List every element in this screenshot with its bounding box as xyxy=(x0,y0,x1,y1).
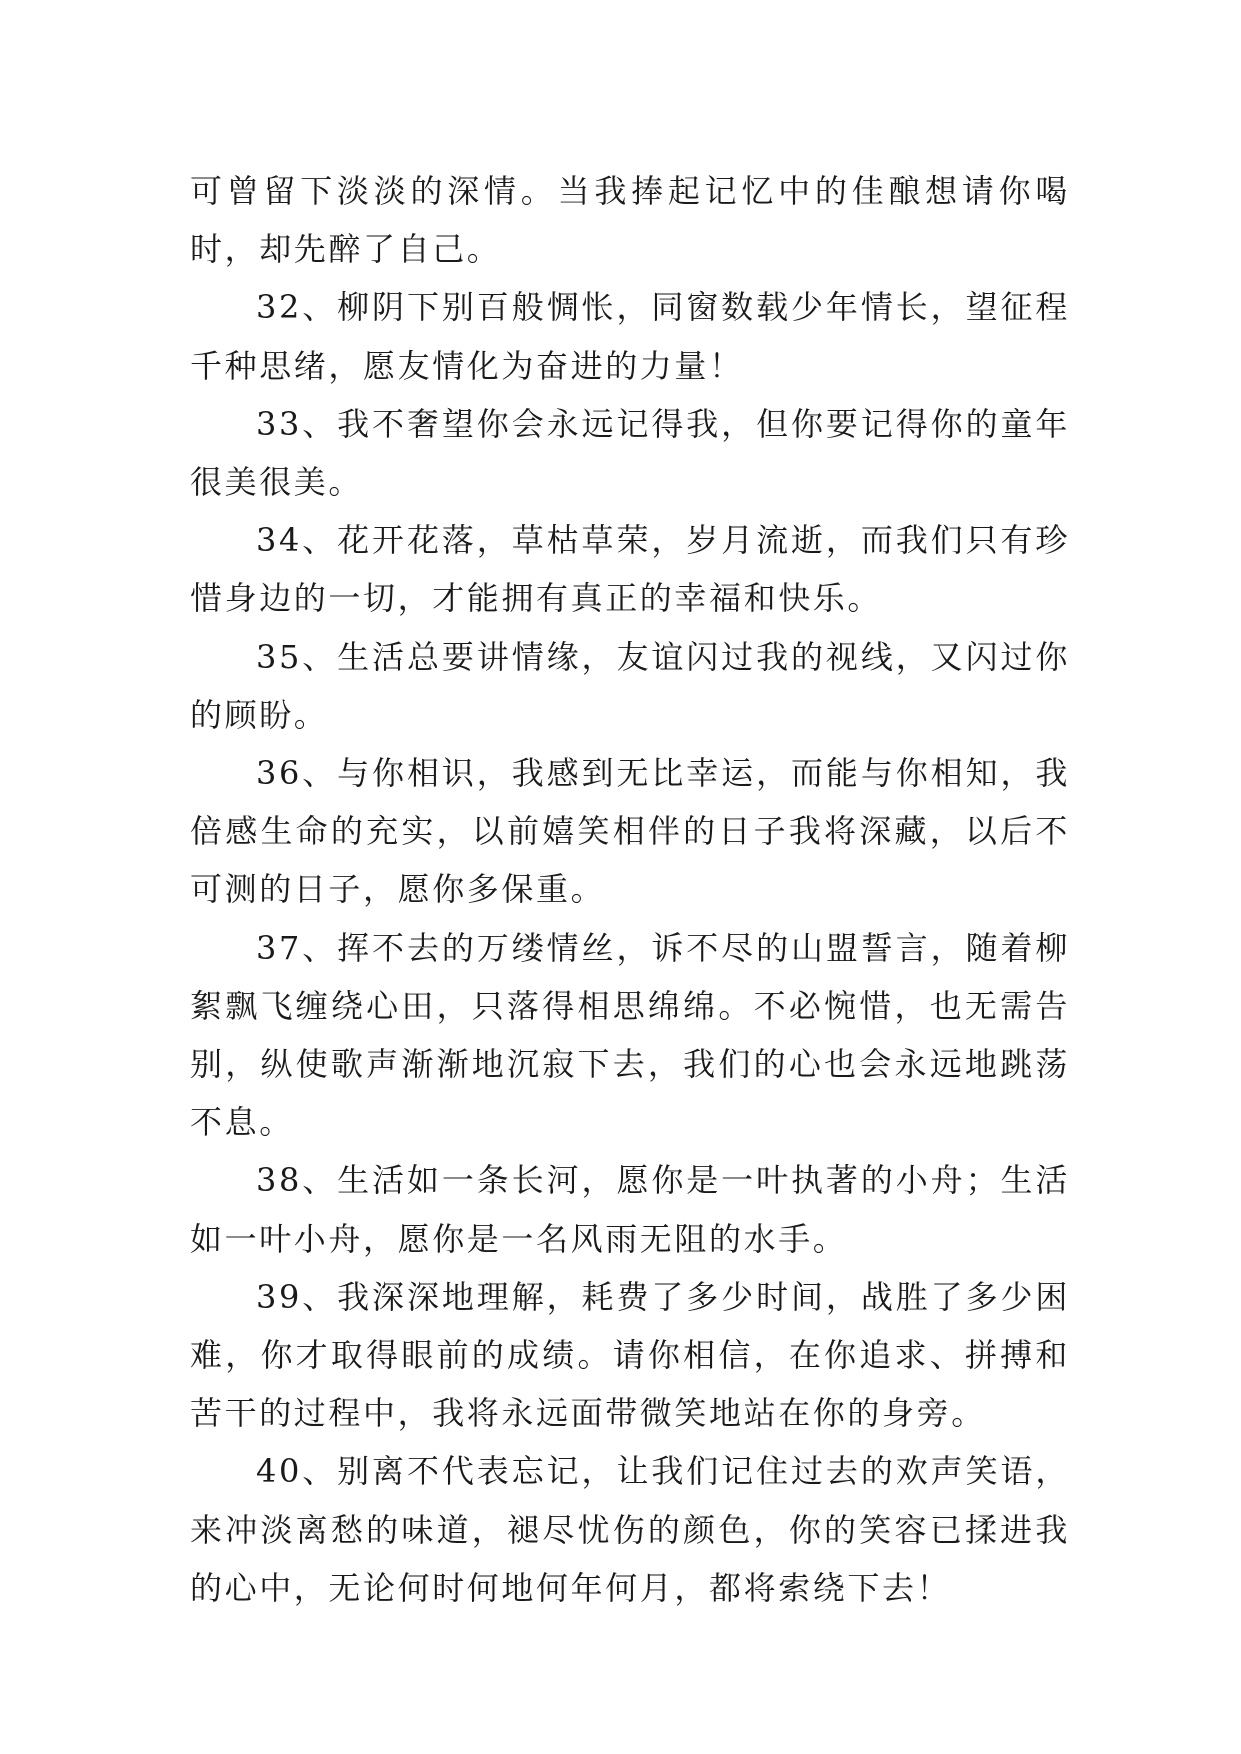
document-body xyxy=(190,162,1070,1617)
paragraph-39: 39、我深深地理解，耗费了多少时间，战胜了多少困难，你才取得眼前的成绩。请你相信，在你追求、拼搏和苦干的过程中，我将永远面带微笑地站在你的身旁。 xyxy=(190,1277,1070,1433)
paragraph-36: 36、与你相识，我感到无比幸运，而能与你相知，我倍感生命的充实，以前嬉笑相伴的日子我将深藏，以后不可测的日子，愿你多保重。 xyxy=(190,754,1070,909)
paragraph-34: 34、花开花落，草枯草荣，岁月流逝，而我们只有珍惜身边的一切，才能拥有真正的幸福和快乐。 xyxy=(190,521,1070,618)
paragraph-38: 38、生活如一条长河，愿你是一叶执著的小舟；生活如一叶小舟，愿你是一名风雨无阻的水手。 xyxy=(190,1161,1070,1258)
paragraph-32: 32、柳阴下别百般惆怅，同窗数载少年情长，望征程千种思绪，愿友情化为奋进的力量！ xyxy=(190,288,1070,385)
paragraph-40: 40、别离不代表忘记，让我们记住过去的欢声笑语，来冲淡离愁的味道，褪尽忧伤的颜色，你的笑容已揉进我的心中，无论何时何地何年何月，都将索绕下去！ xyxy=(190,1452,1070,1607)
paragraph-35: 35、生活总要讲情缘，友谊闪过我的视线，又闪过你的顾盼。 xyxy=(190,637,1070,734)
paragraph-continued: 可曾留下淡淡的深情。当我捧起记忆中的佳酿想请你喝时，却先醉了自己。 xyxy=(190,172,1070,269)
paragraph-37: 37、挥不去的万缕情丝，诉不尽的山盟誓言，随着柳絮飘飞缠绕心田，只落得相思绵绵。不必惋惜，也无需告别，纵使歌声渐渐地沉寂下去，我们的心也会永远地跳荡不息。 xyxy=(190,928,1070,1142)
paragraph-33: 33、我不奢望你会永远记得我，但你要记得你的童年很美很美。 xyxy=(190,404,1070,502)
